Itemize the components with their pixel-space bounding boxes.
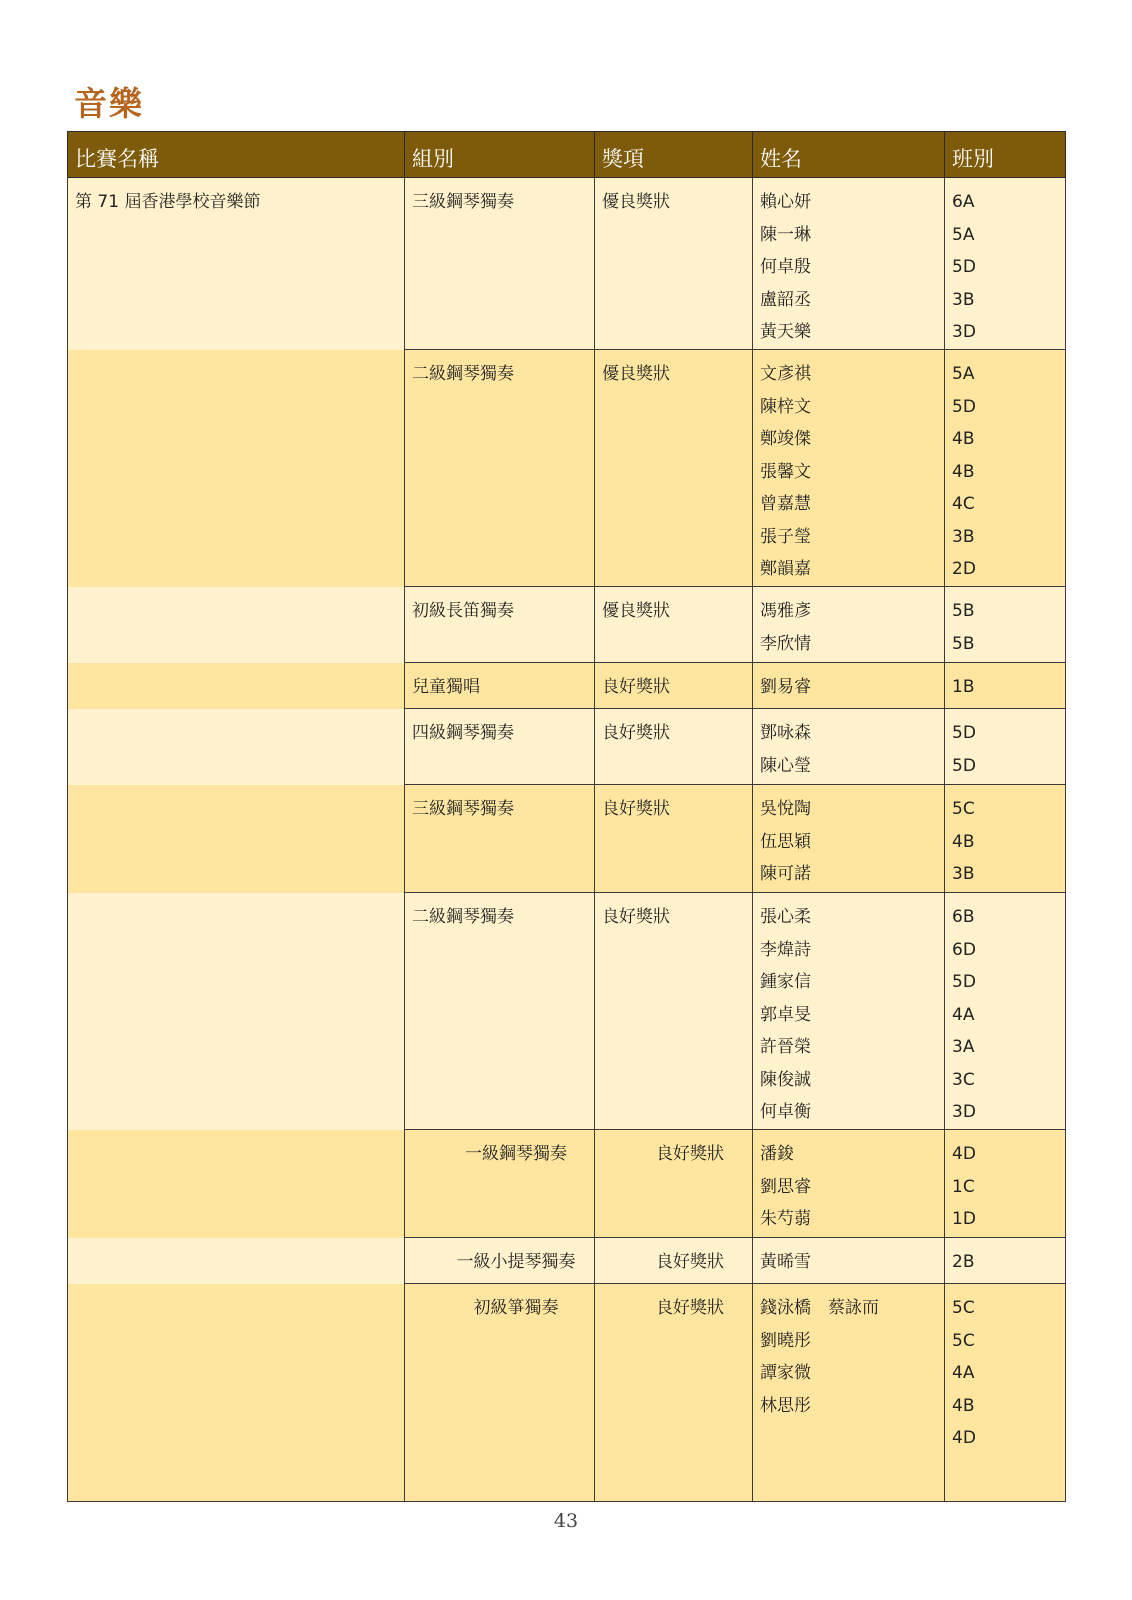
student-name: 劉思睿 xyxy=(760,1176,811,1197)
student-class: 2D xyxy=(952,559,976,579)
names-cell xyxy=(753,893,945,1130)
award-cell: 良好獎狀 xyxy=(595,709,753,785)
student-name: 何卓殷 xyxy=(760,257,811,277)
student-name: 陳俊誠 xyxy=(760,1069,811,1090)
group-cell: 一級鋼琴獨奏 xyxy=(405,1130,595,1238)
student-name: 張心柔 xyxy=(760,907,811,927)
classes-cell xyxy=(945,587,1066,663)
classes-cell xyxy=(945,350,1066,587)
group-cell: 三級鋼琴獨奏 xyxy=(405,785,595,893)
table-row xyxy=(68,178,1066,350)
competition-cell xyxy=(68,893,405,1130)
group-cell: 初級長笛獨奏 xyxy=(405,587,595,663)
student-class: 3C xyxy=(952,1069,975,1090)
header-competition: 比賽名稱 xyxy=(68,132,405,178)
award-cell: 優良獎狀 xyxy=(595,178,753,350)
award-cell: 良好獎狀 xyxy=(595,785,753,893)
competition-cell xyxy=(68,587,405,663)
table-row xyxy=(68,1238,1066,1284)
student-name: 鍾家信 xyxy=(760,972,811,992)
student-name: 陳心瑩 xyxy=(760,755,811,776)
student-name: 陳梓文 xyxy=(760,396,811,417)
names-cell xyxy=(753,1130,945,1238)
group-cell: 初級箏獨奏 xyxy=(405,1284,595,1502)
table-row xyxy=(68,1130,1066,1238)
student-class: 4B xyxy=(952,1395,975,1416)
student-class: 3B xyxy=(952,864,975,884)
student-class: 4B xyxy=(952,461,975,482)
student-class: 3D xyxy=(952,322,976,342)
student-class: 5D xyxy=(952,396,976,417)
names-cell xyxy=(753,1238,945,1284)
competition-cell: 第 71 屆香港學校音樂節 xyxy=(68,178,405,350)
student-class: 6D xyxy=(952,939,976,960)
competition-cell xyxy=(68,1284,405,1502)
student-class: 5C xyxy=(952,799,975,819)
student-class: 5C xyxy=(952,1330,975,1351)
student-class: 4A xyxy=(952,1363,975,1383)
award-cell: 良好獎狀 xyxy=(595,1130,753,1238)
student-class: 5C xyxy=(952,1298,975,1318)
student-class: 3B xyxy=(952,526,975,547)
student-name: 郭卓旻 xyxy=(760,1004,811,1025)
names-cell xyxy=(753,178,945,350)
student-name: 許晉榮 xyxy=(760,1037,811,1057)
names-cell xyxy=(753,663,945,709)
page-title: 音樂 xyxy=(74,84,144,123)
group-cell: 三級鋼琴獨奏 xyxy=(405,178,595,350)
classes-cell xyxy=(945,893,1066,1130)
classes-cell xyxy=(945,1130,1066,1238)
student-name: 黃晞雪 xyxy=(760,1252,811,1272)
student-class: 4C xyxy=(952,494,975,514)
student-name: 張馨文 xyxy=(760,461,811,482)
student-class: 4D xyxy=(952,1144,976,1164)
group-cell: 二級鋼琴獨奏 xyxy=(405,350,595,587)
group-cell: 二級鋼琴獨奏 xyxy=(405,893,595,1130)
student-class: 5B xyxy=(952,601,975,621)
student-class: 6A xyxy=(952,192,975,212)
classes-cell xyxy=(945,709,1066,785)
student-name: 曾嘉慧 xyxy=(760,494,811,514)
classes-cell xyxy=(945,178,1066,350)
competition-cell xyxy=(68,1130,405,1238)
classes-cell xyxy=(945,1284,1066,1502)
table-row xyxy=(68,709,1066,785)
header-name: 姓名 xyxy=(753,132,945,178)
award-cell: 良好獎狀 xyxy=(595,893,753,1130)
student-class: 5D xyxy=(952,972,976,992)
competition-cell xyxy=(68,350,405,587)
classes-cell xyxy=(945,1238,1066,1284)
student-name: 張子瑩 xyxy=(760,526,811,547)
student-name: 吳悅陶 xyxy=(760,799,811,819)
student-class: 5D xyxy=(952,755,976,776)
student-name: 鄧咏森 xyxy=(760,723,811,743)
table-row xyxy=(68,663,1066,709)
group-cell: 兒童獨唱 xyxy=(405,663,595,709)
student-class: 4A xyxy=(952,1004,975,1025)
page-number: 43 xyxy=(553,1510,579,1532)
award-cell: 良好獎狀 xyxy=(595,1284,753,1502)
competition-cell xyxy=(68,1238,405,1284)
student-name: 何卓衡 xyxy=(760,1102,811,1122)
student-name: 陳可諾 xyxy=(760,864,811,884)
student-name: 錢泳橋 蔡詠而 xyxy=(760,1298,879,1318)
student-class: 5D xyxy=(952,723,976,743)
student-name: 賴心妍 xyxy=(760,192,811,212)
student-class: 2B xyxy=(952,1252,975,1272)
student-name: 劉曉彤 xyxy=(760,1330,811,1351)
student-class: 4D xyxy=(952,1428,976,1448)
student-class: 5B xyxy=(952,633,975,654)
classes-cell xyxy=(945,663,1066,709)
student-class: 3D xyxy=(952,1102,976,1122)
names-cell xyxy=(753,709,945,785)
names-cell xyxy=(753,587,945,663)
student-class: 6B xyxy=(952,907,975,927)
student-name: 李煒詩 xyxy=(760,939,811,960)
table-row xyxy=(68,893,1066,1130)
table-row xyxy=(68,350,1066,587)
award-cell: 優良獎狀 xyxy=(595,350,753,587)
student-class: 5A xyxy=(952,364,975,384)
names-cell xyxy=(753,350,945,587)
table-body xyxy=(68,178,1066,1502)
competition-cell xyxy=(68,663,405,709)
student-name: 李欣情 xyxy=(760,633,811,654)
header-group: 組別 xyxy=(405,132,595,178)
student-name: 馮雅彥 xyxy=(760,601,811,621)
award-cell: 良好獎狀 xyxy=(595,663,753,709)
student-name: 陳一琳 xyxy=(760,224,811,245)
header-class: 班別 xyxy=(945,132,1066,178)
student-class: 1D xyxy=(952,1209,976,1229)
table-row xyxy=(68,1284,1066,1502)
names-cell xyxy=(753,785,945,893)
table-header-row xyxy=(68,132,1066,178)
group-cell: 一級小提琴獨奏 xyxy=(405,1238,595,1284)
student-name: 潘鋑 xyxy=(760,1144,794,1164)
student-name: 伍思穎 xyxy=(760,831,811,852)
group-cell: 四級鋼琴獨奏 xyxy=(405,709,595,785)
student-name: 黃天樂 xyxy=(760,322,811,342)
table-row xyxy=(68,785,1066,893)
student-name: 劉易睿 xyxy=(760,677,811,697)
student-name: 朱芍蒻 xyxy=(760,1209,811,1229)
student-class: 5A xyxy=(952,224,975,245)
award-cell: 良好獎狀 xyxy=(595,1238,753,1284)
competition-cell xyxy=(68,709,405,785)
student-class: 1B xyxy=(952,677,975,697)
student-class: 5D xyxy=(952,257,976,277)
student-class: 4B xyxy=(952,429,975,449)
award-cell: 優良獎狀 xyxy=(595,587,753,663)
student-class: 4B xyxy=(952,831,975,852)
student-name: 譚家微 xyxy=(760,1363,811,1383)
student-name: 文彥祺 xyxy=(760,364,811,384)
awards-table xyxy=(67,131,1066,1502)
student-class: 3A xyxy=(952,1037,975,1057)
classes-cell xyxy=(945,785,1066,893)
competition-cell xyxy=(68,785,405,893)
student-name: 鄭竣傑 xyxy=(760,429,811,449)
student-name: 林思彤 xyxy=(760,1395,811,1416)
student-name: 盧韶丞 xyxy=(760,289,811,310)
student-class: 3B xyxy=(952,289,975,310)
names-cell xyxy=(753,1284,945,1502)
header-award: 獎項 xyxy=(595,132,753,178)
student-class: 1C xyxy=(952,1176,975,1197)
table-row xyxy=(68,587,1066,663)
student-name: 鄭韻嘉 xyxy=(760,559,811,579)
